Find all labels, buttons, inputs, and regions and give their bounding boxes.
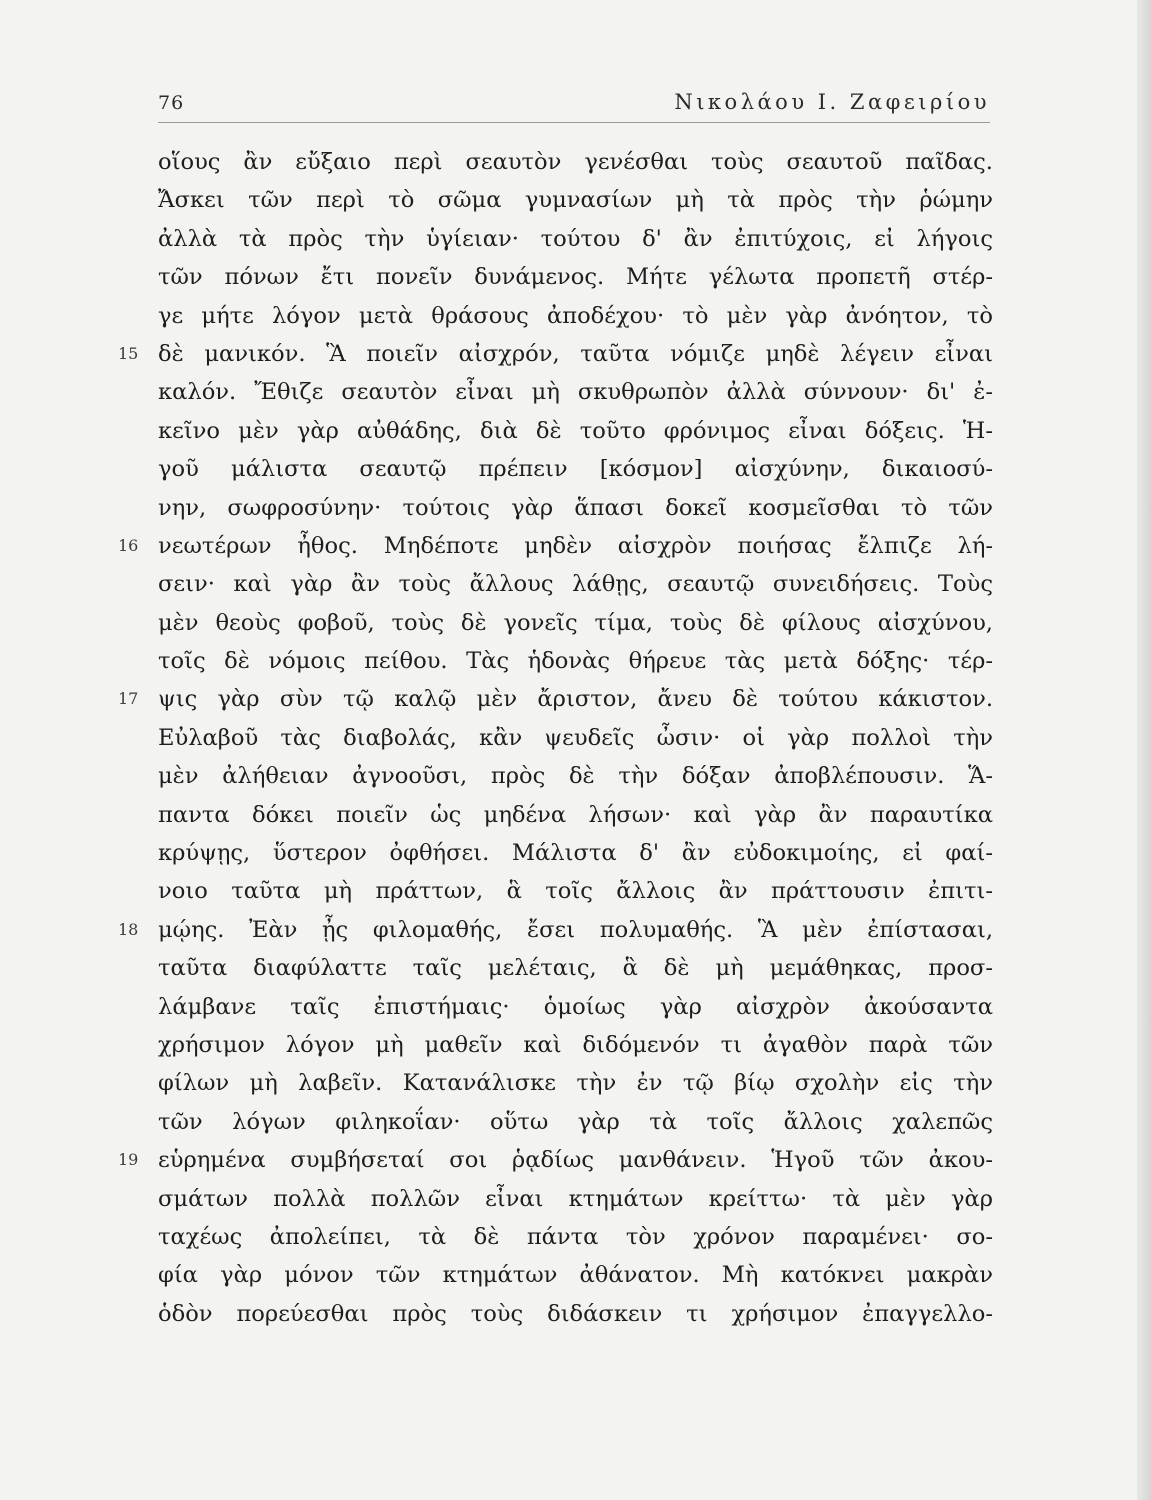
text-line — [158, 220, 993, 258]
line-text: γοῦ μάλιστα σεαυτῷ πρέπειν [κόσμον] αἰσχύνην, δικαιοσύ- — [158, 456, 993, 483]
line-text: γε μήτε λόγον μετὰ θράσους ἀποδέχου· τὸ μὲν γὰρ ἀνόητον, τὸ — [158, 302, 993, 329]
line-text: κρύψῃς, ὕστερον ὀφθήσει. Μάλιστα δ' ἂν εὐδοκιμοίης, εἰ φαί- — [158, 840, 993, 867]
line-text: παντα δόκει ποιεῖν ὡς μηδένα λήσων· καὶ γὰρ ἂν παραυτίκα — [158, 801, 993, 828]
line-text: ψις γὰρ σὺν τῷ καλῷ μὲν ἄριστον, ἄνευ δὲ τούτου κάκιστον. — [158, 686, 993, 713]
section-number: 17 — [118, 689, 139, 709]
section-number: 18 — [118, 919, 139, 939]
line-text: νεωτέρων ἦθος. Μηδέποτε μηδὲν αἰσχρὸν ποιήσας ἔλπιζε λή- — [158, 532, 993, 559]
text-line — [158, 834, 993, 872]
section-number: 15 — [118, 343, 139, 363]
line-text: καλόν. Ἔθιζε σεαυτὸν εἶναι μὴ σκυθρωπὸν ἀλλὰ σύννουν· δι' ἐ- — [158, 379, 993, 406]
line-text: φία γὰρ μόνον τῶν κτημάτων ἀθάνατον. Μὴ κατόκνει μακρὰν — [158, 1262, 993, 1289]
line-text: Εὐλαβοῦ τὰς διαβολάς, κἂν ψευδεῖς ὦσιν· οἱ γὰρ πολλοὶ τὴν — [158, 724, 993, 751]
text-line — [158, 1103, 993, 1141]
text-line — [118, 680, 993, 718]
line-text: ταχέως ἀπολείπει, τὰ δὲ πάντα τὸν χρόνον παραμένει· σο- — [158, 1223, 993, 1250]
page-header — [158, 88, 990, 123]
line-text: δὲ μανικόν. Ἃ ποιεῖν αἰσχρόν, ταῦτα νόμιζε μηδὲ λέγειν εἶναι — [158, 340, 993, 367]
line-text: τοῖς δὲ νόμοις πείθου. Τὰς ἡδονὰς θήρευε τὰς μετὰ δόξης· τέρ- — [158, 648, 993, 675]
text-line — [158, 489, 993, 527]
text-line — [158, 373, 993, 411]
line-text: μὲν θεοὺς φοβοῦ, τοὺς δὲ γονεῖς τίμα, τοὺς δὲ φίλους αἰσχύνου, — [158, 609, 993, 636]
line-text: σειν· καὶ γὰρ ἂν τοὺς ἄλλους λάθῃς, σεαυτῷ συνειδήσεις. Τοὺς — [158, 571, 993, 598]
page-number: 76 — [158, 92, 185, 114]
text-line — [118, 335, 993, 373]
line-text: τῶν λόγων φιληκοΐαν· οὕτω γὰρ τὰ τοῖς ἄλλοις χαλεπῶς — [158, 1108, 993, 1135]
text-line — [158, 412, 993, 450]
running-head: Νικολάου Ι. Ζαφειρίου — [674, 90, 990, 114]
text-line — [158, 143, 993, 181]
text-line — [158, 949, 993, 987]
text-line — [158, 565, 993, 603]
text-line — [118, 527, 993, 565]
text-line — [158, 719, 993, 757]
line-text: λάμβανε ταῖς ἐπιστήμαις· ὁμοίως γὰρ αἰσχρὸν ἀκούσαντα — [158, 993, 993, 1020]
line-text: Ἄσκει τῶν περὶ τὸ σῶμα γυμνασίων μὴ τὰ πρὸς τὴν ῥώμην — [158, 187, 993, 214]
line-text: κεῖνο μὲν γὰρ αὐθάδης, διὰ δὲ τοῦτο φρόνιμος εἶναι δόξεις. Ἡ- — [158, 417, 993, 444]
text-line — [158, 258, 993, 296]
line-text: ὁδὸν πορεύεσθαι πρὸς τοὺς διδάσκειν τι χρήσιμον ἐπαγγελλο- — [158, 1300, 993, 1327]
text-line — [158, 297, 993, 335]
line-text: τῶν πόνων ἔτι πονεῖν δυνάμενος. Μήτε γέλωτα προπετῆ στέρ- — [158, 264, 993, 291]
text-line — [158, 1295, 993, 1333]
line-text: οἵους ἂν εὔξαιο περὶ σεαυτὸν γενέσθαι τοὺς σεαυτοῦ παῖδας. — [158, 149, 993, 175]
section-number: 16 — [118, 535, 139, 555]
section-number: 19 — [118, 1150, 139, 1170]
line-text: μῴης. Ἐὰν ᾖς φιλομαθής, ἔσει πολυμαθής. Ἃ μὲν ἐπίστασαι, — [158, 916, 993, 943]
line-text: σμάτων πολλὰ πολλῶν εἶναι κτημάτων κρείττω· τὰ μὲν γὰρ — [158, 1185, 993, 1212]
text-line — [158, 450, 993, 488]
text-line — [158, 604, 993, 642]
line-text: φίλων μὴ λαβεῖν. Κατανάλισκε τὴν ἐν τῷ βίῳ σχολὴν εἰς τὴν — [158, 1070, 993, 1097]
text-line — [158, 1180, 993, 1218]
line-text: μὲν ἀλήθειαν ἀγνοοῦσι, πρὸς δὲ τὴν δόξαν ἀποβλέπουσιν. Ἅ- — [158, 763, 993, 790]
text-line — [158, 872, 993, 910]
text-line — [158, 796, 993, 834]
page-edge — [1137, 0, 1151, 1500]
text-line — [118, 1141, 993, 1179]
text-line — [118, 911, 993, 949]
body-text — [118, 143, 993, 1333]
line-text: εὑρημένα συμβήσεταί σοι ῥᾳδίως μανθάνειν. Ἡγοῦ τῶν ἀκου- — [158, 1147, 993, 1174]
text-line — [158, 1256, 993, 1294]
line-text: νοιο ταῦτα μὴ πράττων, ἃ τοῖς ἄλλοις ἂν πράττουσιν ἐπιτι- — [158, 878, 993, 905]
line-text: νην, σωφροσύνην· τούτοις γὰρ ἅπασι δοκεῖ κοσμεῖσθαι τὸ τῶν — [158, 494, 993, 521]
text-line — [158, 1026, 993, 1064]
text-line — [158, 1064, 993, 1102]
line-text: ταῦτα διαφύλαττε ταῖς μελέταις, ἃ δὲ μὴ μεμάθηκας, προσ- — [158, 955, 993, 982]
text-line — [158, 757, 993, 795]
line-text: χρήσιμον λόγον μὴ μαθεῖν καὶ διδόμενόν τι ἀγαθὸν παρὰ τῶν — [158, 1031, 993, 1058]
text-line — [158, 642, 993, 680]
text-line — [158, 181, 993, 219]
text-line — [158, 988, 993, 1026]
text-line — [158, 1218, 993, 1256]
line-text: ἀλλὰ τὰ πρὸς τὴν ὑγίειαν· τούτου δ' ἂν ἐπιτύχοις, εἰ λήγοις — [158, 225, 993, 252]
